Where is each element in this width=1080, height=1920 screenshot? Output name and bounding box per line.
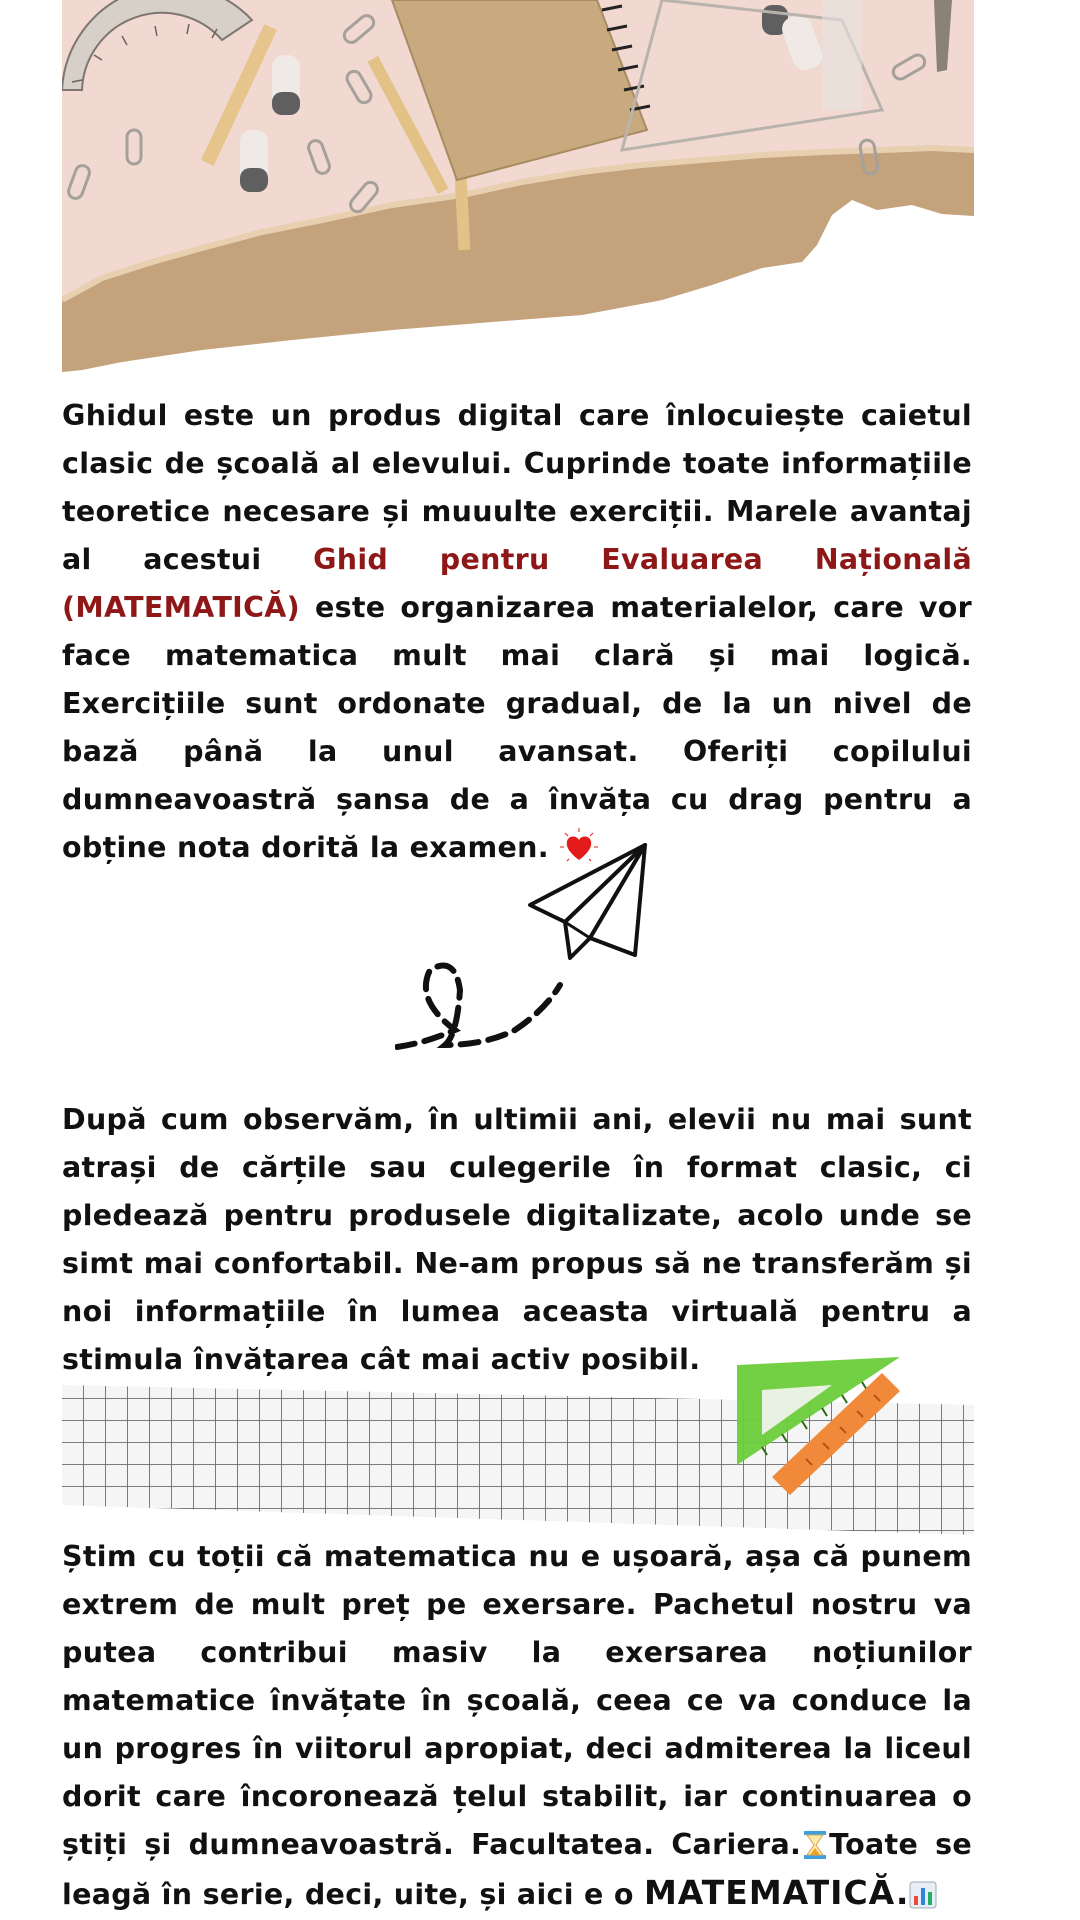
guide-title-highlight: Ghid pentru Evaluarea Națională (MATEMATICĂ) [62, 543, 972, 624]
paper-plane-icon [395, 840, 665, 1060]
hourglass-icon [801, 1830, 829, 1860]
hero-image [62, 0, 974, 380]
digital-paragraph: După cum observăm, în ultimii ani, elevii nu mai sunt atrași de cărțile sau culegerile în format clasic, ci pledează pentru produsele digitalizate, acolo unde se simt mai confortabil. Ne-am propus să ne transferăm și noi informațiile în lumea aceasta virtuală pentru a stimula învățarea cât mai activ posibil. [62, 1103, 972, 1376]
practice-text-middle: Toate se leagă în serie, deci, uite, și aici e o [62, 1828, 972, 1911]
math-word: MATEMATICĂ. [643, 1873, 910, 1912]
bar-chart-icon [909, 1880, 937, 1910]
graph-paper-image [62, 1355, 974, 1535]
intro-text-after: este organizarea materialelor, care vor face matematica mult mai clară și mai logică. Exercițiile sunt ordonate gradual, de la un nivel de bază până la unul avansat. Oferiți copilului dumneavoastră șansa de a învăța cu drag pentru a obține nota dorită la examen. [62, 591, 972, 864]
intro-paragraph [62, 392, 972, 872]
intro-text-before: Ghidul este un produs digital care înlocuiește caietul clasic de școală al elevului. Cuprinde toate informațiile teoretice necesare și muuulte exerciții. Marele avantaj al acestui [62, 399, 972, 576]
practice-text-before: Știm cu toții că matematica nu e ușoară, așa că punem extrem de mult preț pe exersare. Pachetul nostru va putea contribui masiv la exersarea noțiunilor matematice învățate în școală, ceea ce va conduce la un progres în viitorul apropiat, deci admiterea la liceul dorit care încoronează țelul stabilit, iar continuarea o știți și dumneavoastră. Facultatea. Cariera. [62, 1540, 972, 1861]
practice-paragraph [62, 1533, 972, 1919]
